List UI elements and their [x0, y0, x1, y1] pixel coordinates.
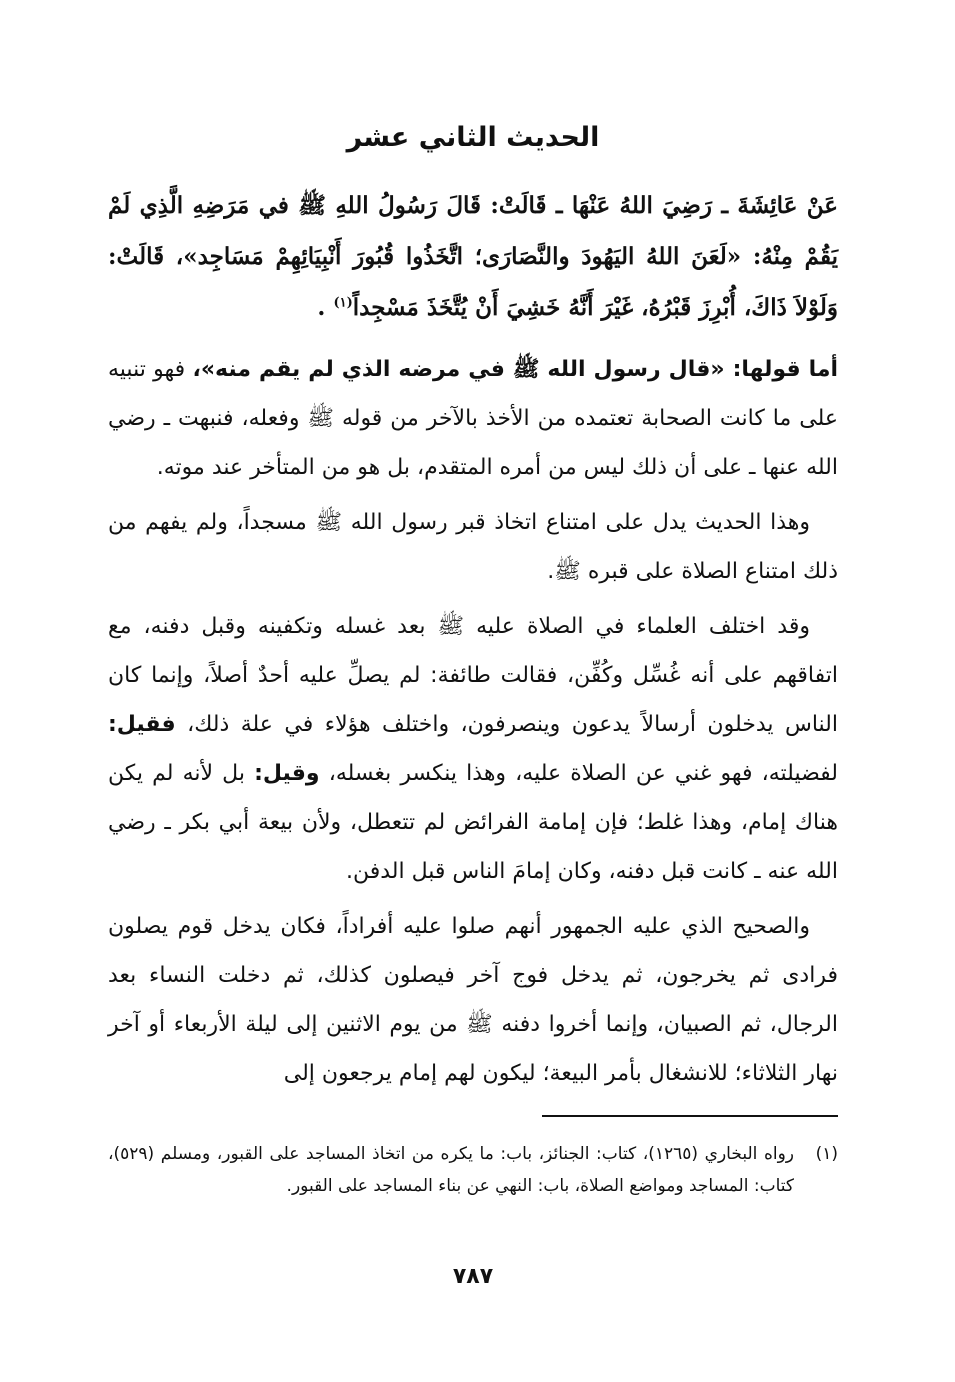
paragraph-3-e: بل لأنه لم يكن هناك إمام، وهذا غلط؛ فإن إمامة الفرائض لم تتعطل، ولأن بيعة أبي بكر ـ رضي الله عنه ـ كانت قبل دفنه، وكان إمامَ الناس قبل الدفن. — [108, 761, 838, 884]
paragraph-1-lead: أما قولها: «قال رسول الله ﷺ في مرضه الذي لم يقم منه»، — [192, 357, 838, 382]
paragraph-2: وهذا الحديث يدل على امتناع اتخاذ قبر رسول الله ﷺ مسجداً، ولم يفهم من ذلك امتناع الصلاة على قبره ﷺ. — [108, 510, 838, 584]
paragraph-3-label-waqila: وقيل: — [254, 761, 320, 786]
paragraph-3-c: لفضيلته، فهو غني عن الصلاة عليه، وهذا ينكسر بغسله، — [328, 761, 838, 786]
footnote — [108, 1138, 838, 1202]
paragraph-4: والصحيح الذي عليه الجمهور أنهم صلوا عليه أفراداً، فكان يدخل قوم يصلون فرادى ثم يخرجون، ثم يدخل فوج آخر فيصلون كذلك، ثم دخلت النساء بعد الرجال، ثم الصبيان، وإنما أخروا دفنه ﷺ من يوم الاثنين إلى ليلة الأربعاء أو آخر نهار الثلاثاء؛ للانشغال بأمر البيعة؛ ليكون لهم إمام يرجعون إلى — [108, 914, 838, 1086]
page — [108, 108, 838, 1328]
paragraph-3-a: وقد اختلف العلماء في الصلاة عليه ﷺ بعد غسله وتكفينه وقبل دفنه، مع اتفاقهم على أنه غُسِّل وكُفِّن، فقالت طائفة: لم يصلِّ عليه أحدٌ أصلاً، وإنما كان الناس يدخلون أرسالاً يدعون وينصرفون، واختلف هؤلاء في علة ذلك، — [108, 614, 838, 737]
paragraph-3 — [108, 602, 838, 896]
footnote-number: (١) — [815, 1144, 838, 1164]
paragraph-3-label-qila: فقيل: — [108, 712, 176, 737]
paragraph-1-rest: فهو تنبيه على ما كانت الصحابة تعتمده من الأخذ بالآخر من قوله ﷺ وفعله، فنبهت ـ رضي الله عنها ـ على أن ذلك ليس من أمره المتقدم، بل هو من المتأخر عند موته. — [108, 357, 838, 480]
hadith-body: عَنْ عَائِشَةَ ـ رَضِيَ اللهُ عَنْهَا ـ قَالَتْ: قَالَ رَسُولُ اللهِ ﷺ في مَرَضِهِ الَّذِي لَمْ يَقُمْ مِنْهُ: «لَعَنَ اللهُ اليَهُودَ والنَّصَارَى؛ اتَّخَذُوا قُبُورَ أَنْبِيَائِهِمْ مَسَاجِد»، قَالَتْ: وَلَوْلاَ ذَاكَ، أُبْرِزَ قَبْرُهُ، غَيْرَ أَنَّهُ خَشِيَ أَنْ يُتَّخَذَ مَسْجِداً — [108, 192, 838, 321]
page-number: ٧٨٧ — [452, 1264, 494, 1289]
page-title: الحديث الثاني عشر — [346, 122, 600, 153]
hadith-end: . — [317, 294, 326, 321]
footnote-separator — [542, 1115, 838, 1117]
hadith-text — [108, 180, 838, 333]
footnote-text: رواه البخاري (١٢٦٥)، كتاب: الجنائز، باب: ما يكره من اتخاذ المساجد على القبور، ومسلم (٥٢٩)، كتاب: المساجد ومواضع الصلاة، باب: النهي عن بناء المساجد على القبور. — [108, 1144, 794, 1196]
footnote-ref: (١) — [333, 295, 353, 311]
paragraph-1 — [108, 345, 838, 492]
